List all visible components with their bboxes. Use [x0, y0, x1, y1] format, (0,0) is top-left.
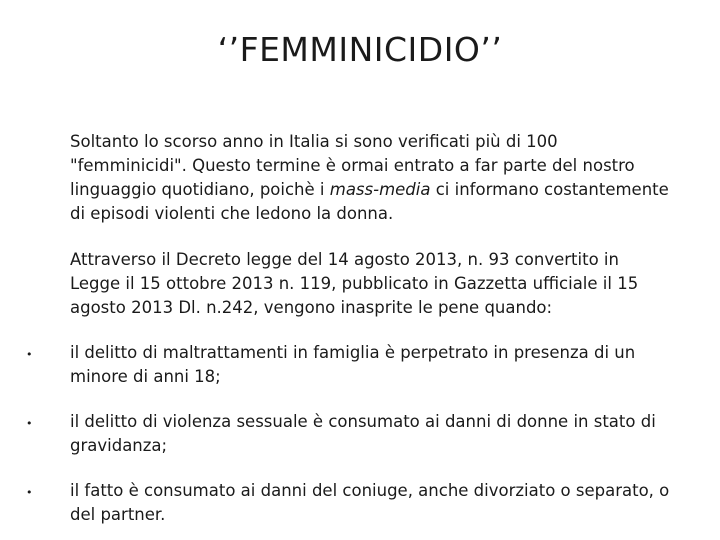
bullet-dot: •: [26, 417, 33, 430]
intro-paragraph: [70, 130, 670, 226]
bullet-item-minor: il delitto di maltrattamenti in famiglia è perpetrato in presenza di un minore di anni 18;: [70, 343, 636, 386]
bullet-item-spouse: il fatto è consumato ai danni del coniuge, anche divorziato o separato, o del partner.: [70, 481, 670, 524]
intro-text-before: Soltanto lo scorso anno in Italia si sono verificati più di 100 "femminicidi". Questo termine è ormai entrato a far parte del nostro linguaggio quotidiano, poichè i: [70, 132, 635, 199]
decree-paragraph: Attraverso il Decreto legge del 14 agosto 2013, n. 93 convertito in Legge il 15 ottobre 2013 n. 119, pubblicato in Gazzetta ufficiale il 15 agosto 2013 Dl. n.242, vengono inasprite le pene quando:: [70, 250, 639, 317]
intro-text-emphasis: mass-media: [329, 180, 431, 199]
bullet-dot: •: [26, 486, 33, 499]
bullet-dot: •: [26, 348, 33, 361]
bullet-item-pregnancy: il delitto di violenza sessuale è consumato ai danni di donne in stato di gravidanza;: [70, 412, 656, 455]
slide-title: ‘’FEMMINICIDIO’’: [217, 30, 503, 69]
intro-text-after: ci informano costantemente di episodi violenti che ledono la donna.: [70, 180, 669, 223]
